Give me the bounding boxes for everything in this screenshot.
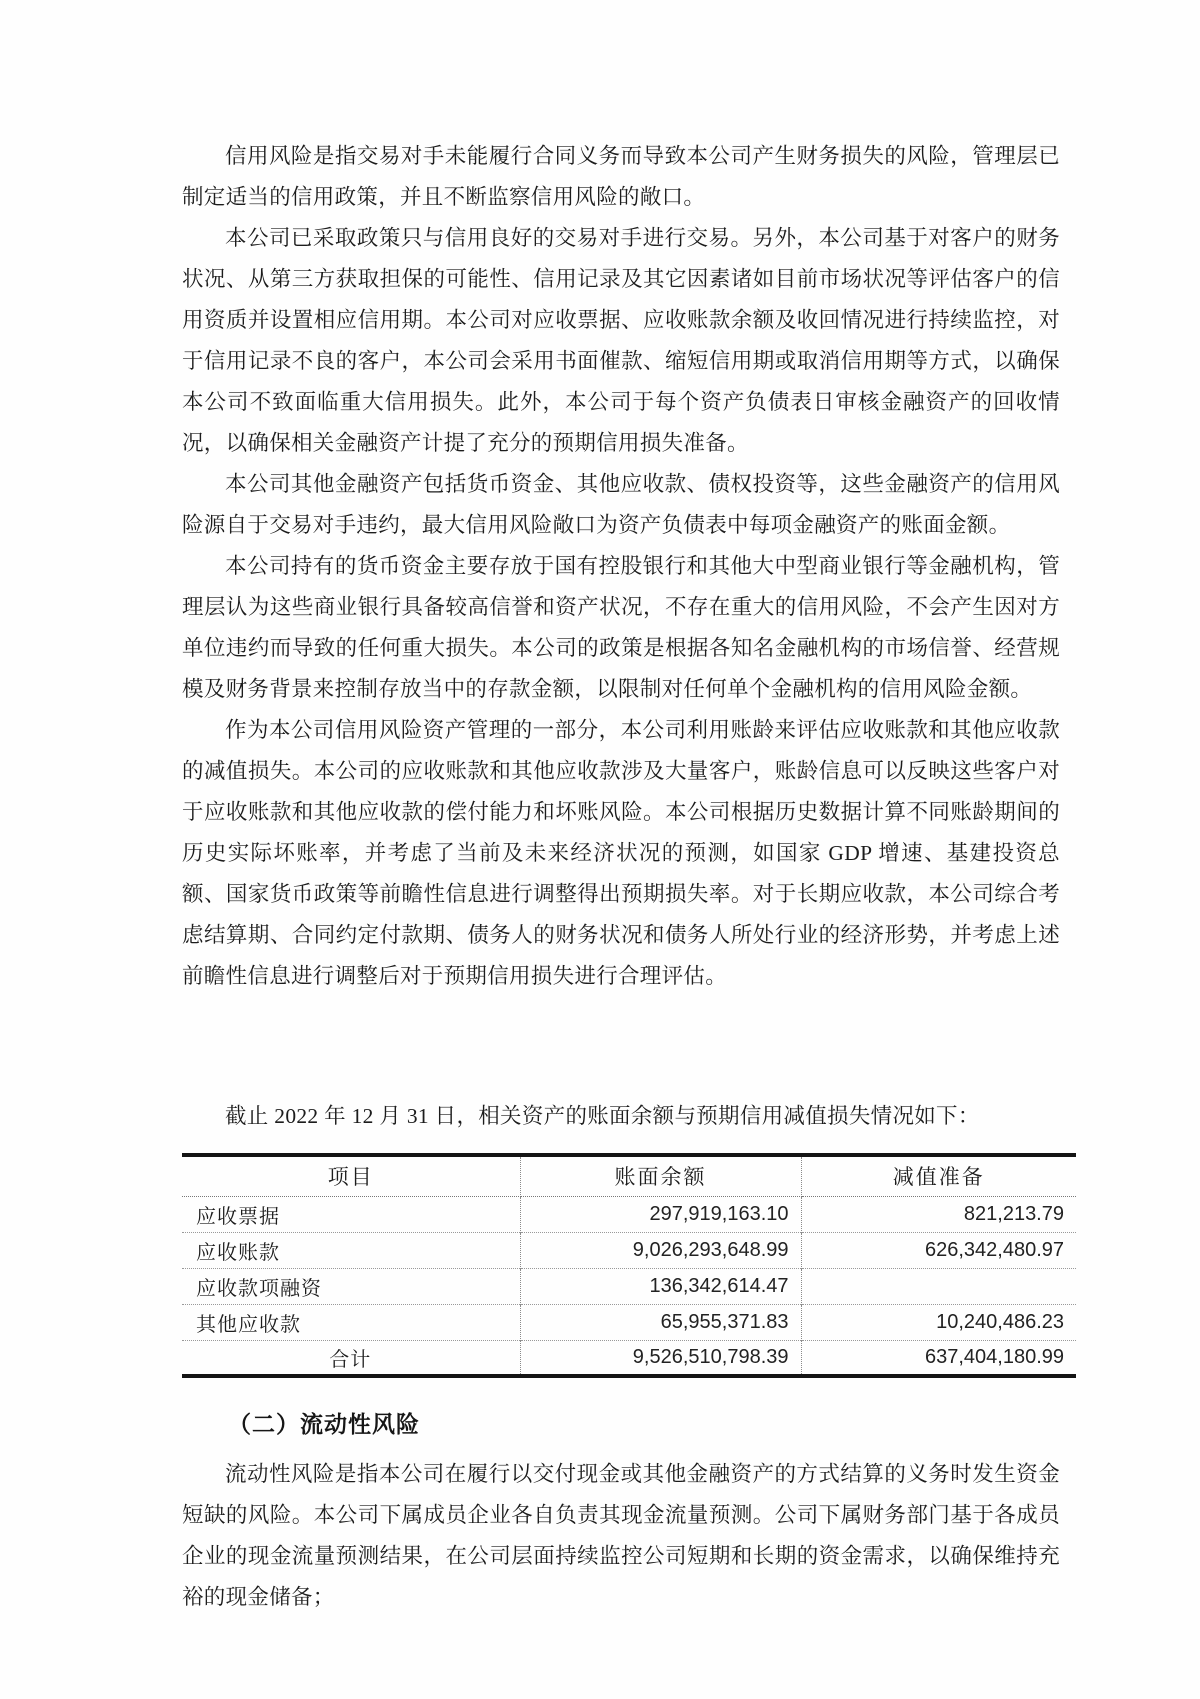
cell-book-balance: 9,026,293,648.99 (520, 1232, 801, 1268)
paragraph-other-financial-assets: 本公司其他金融资产包括货币资金、其他应收款、债权投资等，这些金融资产的信用风险源自于交易对手违约，最大信用风险敞口为资产负债表中每项金融资产的账面金额。 (182, 472, 1060, 537)
cell-impairment-provision: 821,213.79 (963, 1202, 1064, 1225)
cell-item-label: 合计 (182, 1340, 520, 1376)
cell-item-label: 应收款项融资 (182, 1268, 520, 1304)
section-heading-liquidity-risk: （二）流动性风险 (228, 1412, 420, 1437)
impairment-table (182, 1153, 1076, 1378)
paragraph-aging-analysis: 作为本公司信用风险资产管理的一部分，本公司利用账龄来评估应收账款和其他应收款的减值损失。本公司的应收账款和其他应收款涉及大量客户，账龄信息可以反映这些客户对于应收账款和其他应收款的偿付能力和坏账风险。本公司根据历史数据计算不同账龄期间的历史实际坏账率，并考虑了当前及未来经济状况的预测，如国家 GDP 增速、基建投资总额、国家货币政策等前瞻性信息进行调整得出预期损失率。对于长期应收款，本公司综合考虑结算期、合同约定付款期、债务人的财务状况和债务人所处行业的经济形势，并考虑上述前瞻性信息进行调整后对于预期信用损失进行合理评估。 (182, 718, 1060, 988)
cell-item-label: 应收账款 (182, 1232, 520, 1268)
table-row-total (182, 1340, 1076, 1376)
cell-item-label: 应收票据 (182, 1196, 520, 1232)
cell-impairment-provision (801, 1268, 1076, 1304)
cell-book-balance: 297,919,163.10 (520, 1196, 801, 1232)
paragraph-credit-policy: 本公司已采取政策只与信用良好的交易对手进行交易。另外，本公司基于对客户的财务状况、从第三方获取担保的可能性、信用记录及其它因素诸如目前市场状况等评估客户的信用资质并设置相应信用期。本公司对应收票据、应收账款余额及收回情况进行持续监控，对于信用记录不良的客户，本公司会采用书面催款、缩短信用期或取消信用期等方式，以确保本公司不致面临重大信用损失。此外，本公司于每个资产负债表日审核金融资产的回收情况，以确保相关金融资产计提了充分的预期信用损失准备。 (182, 226, 1060, 455)
table-row-other-receivables (182, 1304, 1076, 1340)
paragraph-liquidity-risk: 流动性风险是指本公司在履行以交付现金或其他金融资产的方式结算的义务时发生资金短缺的风险。本公司下属成员企业各自负责其现金流量预测。公司下属财务部门基于各成员企业的现金流量预测结果，在公司层面持续监控公司短期和长期的资金需求，以确保维持充裕的现金储备； (182, 1462, 1060, 1609)
cell-book-balance: 136,342,614.47 (520, 1268, 801, 1304)
col-header-impairment-provision: 减值准备 (801, 1155, 1076, 1196)
impairment-table-body (182, 1196, 1076, 1376)
col-header-item: 项目 (182, 1155, 520, 1196)
table-row-bills-receivable (182, 1196, 1076, 1232)
impairment-table-header (182, 1155, 1076, 1196)
paragraph-credit-risk-definition: 信用风险是指交易对手未能履行合同义务而导致本公司产生财务损失的风险，管理层已制定适当的信用政策，并且不断监察信用风险的敞口。 (182, 144, 1060, 209)
table-row-accounts-receivable (182, 1232, 1076, 1268)
cell-impairment-provision: 637,404,180.99 (801, 1340, 1076, 1376)
table-row-receivables-financing (182, 1268, 1076, 1304)
cell-impairment-provision: 10,240,486.23 (801, 1304, 1076, 1340)
page-content (182, 136, 1076, 1618)
cell-book-balance: 65,955,371.83 (520, 1304, 801, 1340)
table-intro-line: 截止 2022 年 12 月 31 日，相关资产的账面余额与预期信用减值损失情况如下： (225, 1104, 980, 1128)
paragraph-cash-deposits: 本公司持有的货币资金主要存放于国有控股银行和其他大中型商业银行等金融机构，管理层认为这些商业银行具备较高信誉和资产状况，不存在重大的信用风险，不会产生因对方单位违约而导致的任何重大损失。本公司的政策是根据各知名金融机构的市场信誉、经营规模及财务背景来控制存放当中的存款金额，以限制对任何单个金融机构的信用风险金额。 (182, 554, 1060, 701)
header-row (182, 1155, 1076, 1196)
cell-item-label: 其他应收款 (182, 1304, 520, 1340)
col-header-book-balance: 账面余额 (520, 1155, 801, 1196)
cell-book-balance: 9,526,510,798.39 (520, 1340, 801, 1376)
cell-impairment-provision: 626,342,480.97 (801, 1232, 1076, 1268)
